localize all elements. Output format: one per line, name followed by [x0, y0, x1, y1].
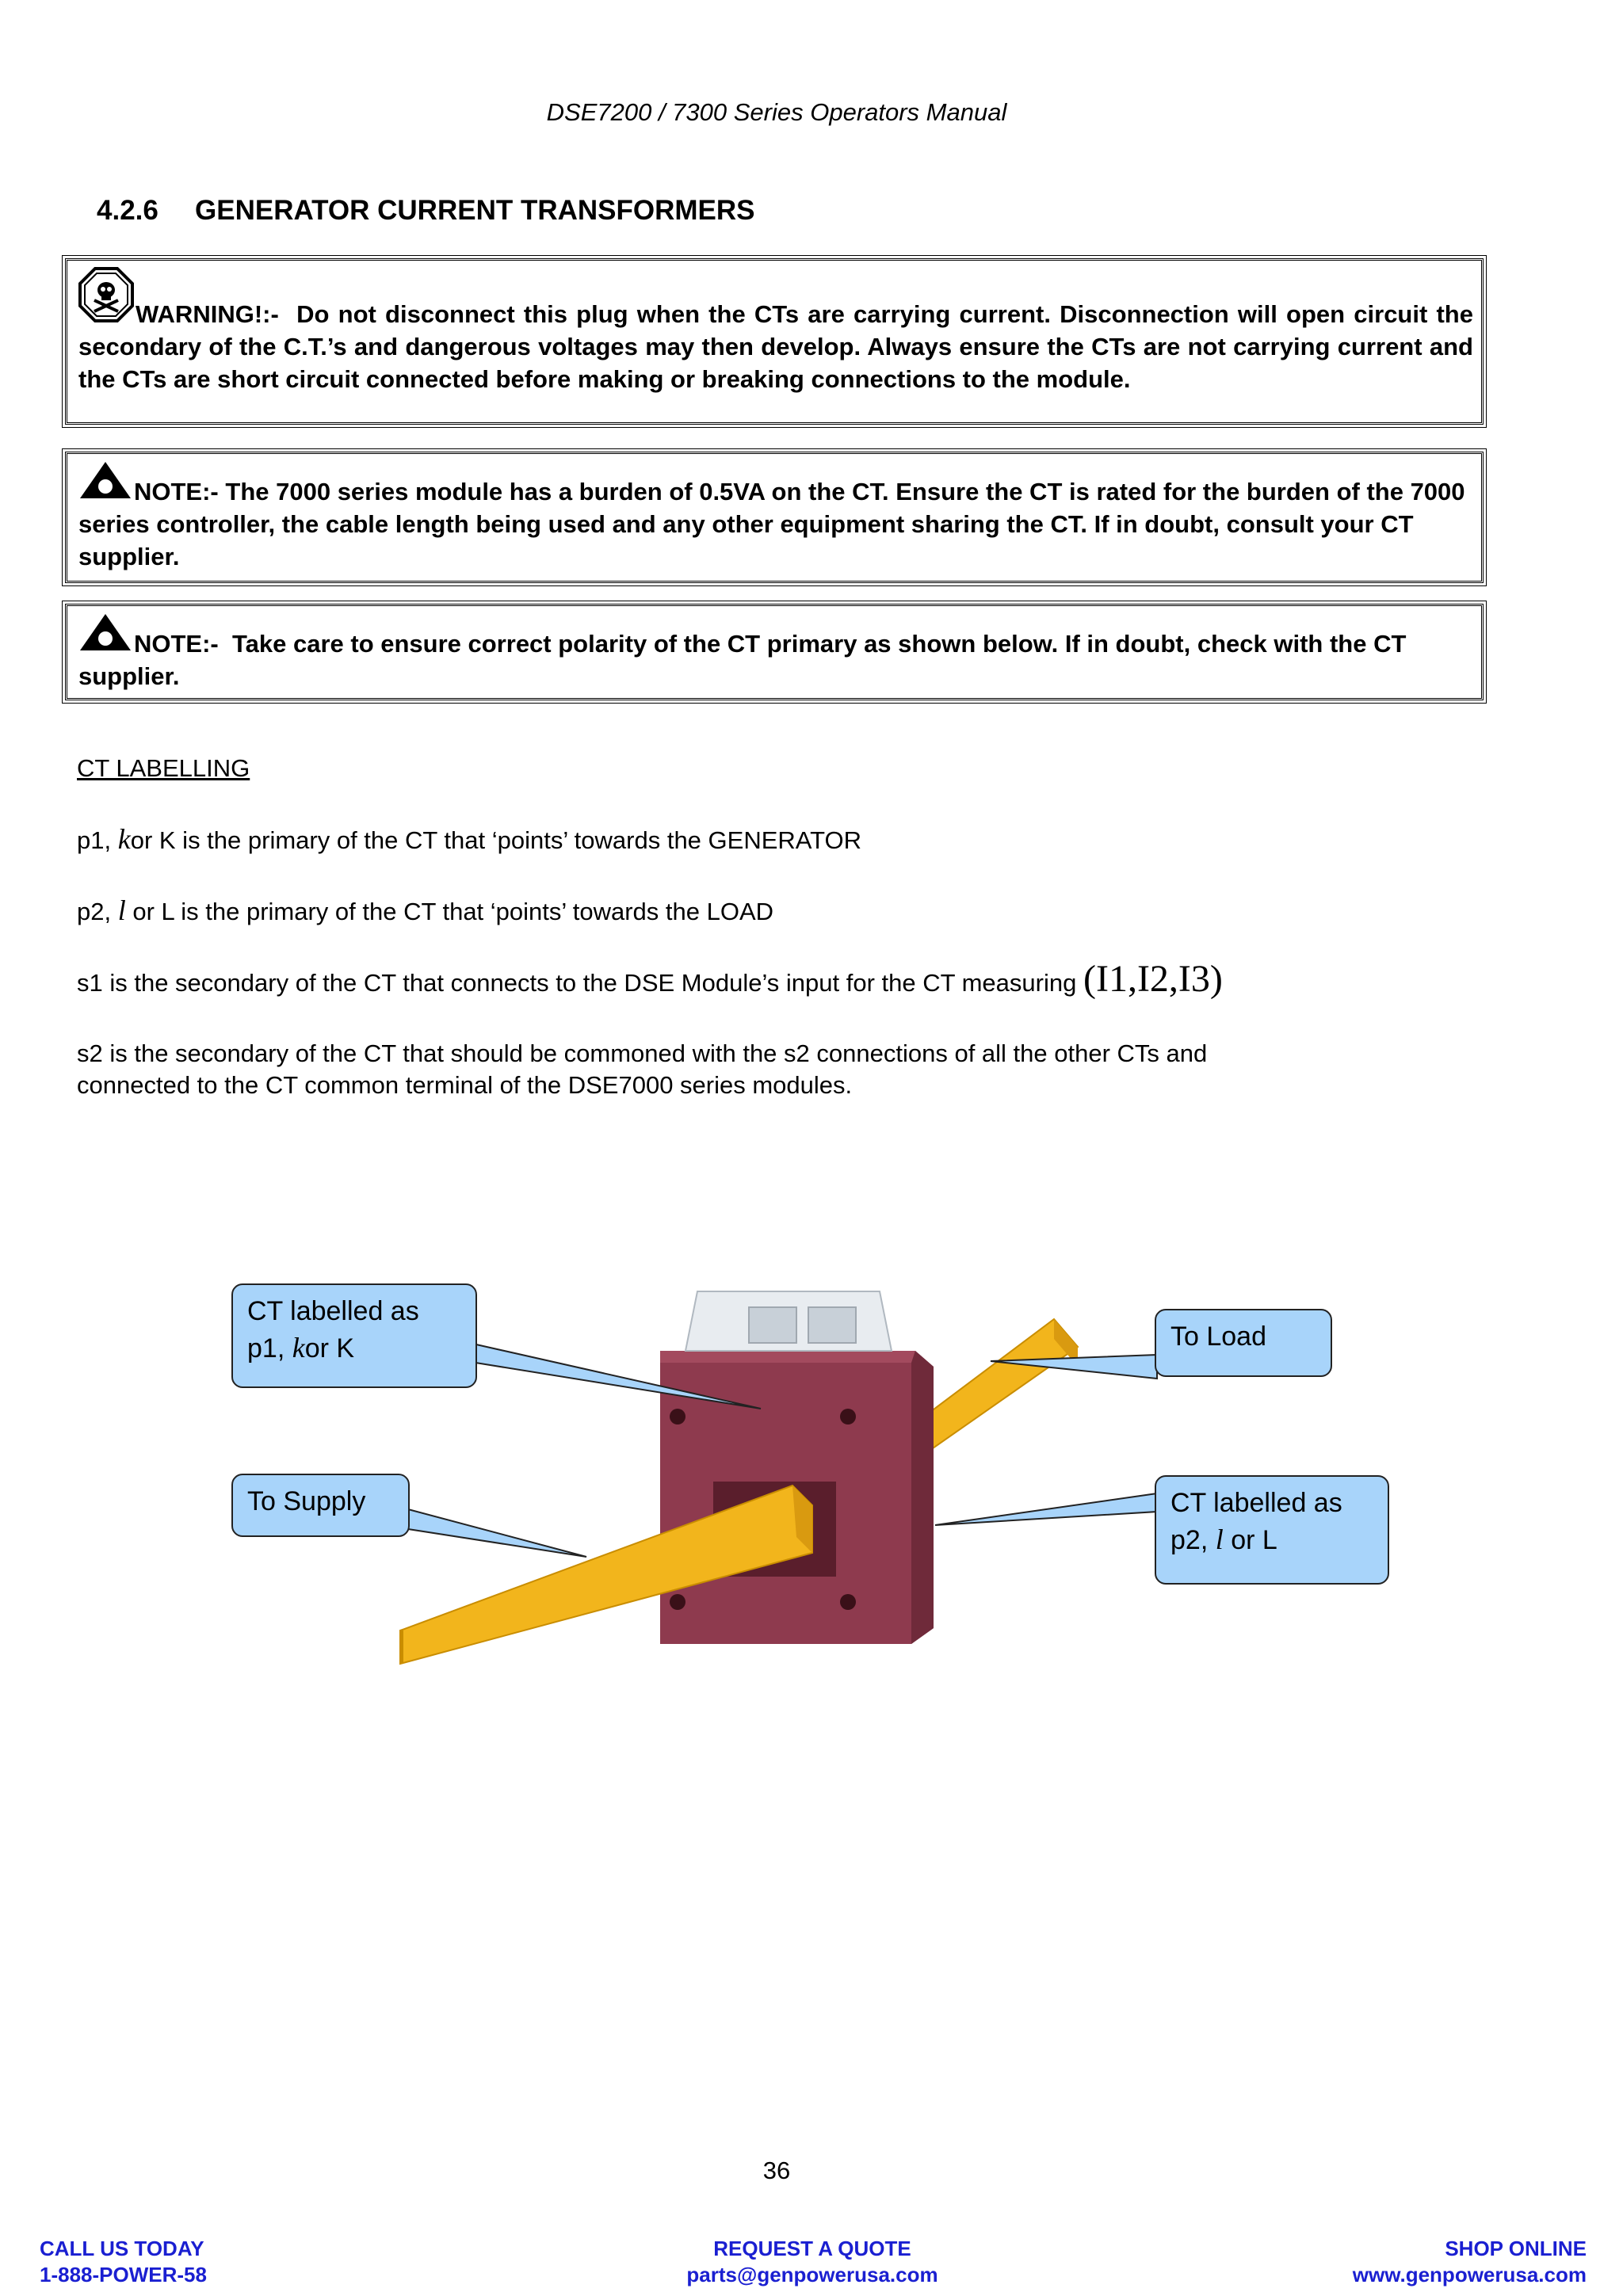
note1-label: NOTE:- [134, 478, 219, 505]
note2-label: NOTE:- [134, 630, 219, 658]
callout-p2-line2 [1170, 1521, 1373, 1558]
page-header-title: DSE7200 / 7300 Series Operators Manual [546, 98, 1007, 126]
footer-quote-label: REQUEST A QUOTE [713, 2237, 911, 2260]
triangle-caution-icon [78, 612, 132, 660]
leader-p1 [469, 1343, 761, 1409]
s1-description [77, 957, 1223, 1001]
leader-load [991, 1355, 1157, 1379]
callout-p2-prefix: p2, [1170, 1525, 1209, 1555]
s2-description [77, 1038, 1207, 1101]
p2-rest: or L is the primary of the CT that ‘points’ towards the LOAD [132, 898, 774, 925]
callout-p2-line1: CT labelled as [1170, 1488, 1342, 1518]
warning-box [65, 258, 1484, 425]
footer-shop[interactable] [1353, 2236, 1587, 2288]
warning-label: WARNING!:- [136, 300, 279, 328]
callout-p1-rest: or K [304, 1333, 355, 1363]
p2-prefix: p2, [77, 898, 112, 925]
s2-line1: s2 is the secondary of the CT that should be commoned with the s2 connections of all the other CTs and [77, 1039, 1208, 1067]
callout-to-supply: To Supply [231, 1474, 410, 1537]
leader-supply [408, 1509, 586, 1557]
footer-call[interactable] [40, 2236, 207, 2288]
note-burden-box [65, 452, 1484, 583]
busbar-supply [400, 1486, 812, 1664]
footer-shop-label: SHOP ONLINE [1445, 2237, 1587, 2260]
ct-labelling-heading: CT LABELLING [77, 754, 250, 782]
p1-script-letter: k [117, 823, 131, 855]
ct-body [660, 1291, 934, 1644]
busbar-load [911, 1319, 1078, 1458]
p1-description [77, 822, 861, 856]
callout-p1-line2 [247, 1329, 461, 1367]
callout-p2 [1155, 1475, 1389, 1585]
footer-website-link[interactable]: www.genpowerusa.com [1352, 2263, 1587, 2286]
callout-p1-script: k [292, 1332, 305, 1363]
p1-rest: or K is the primary of the CT that ‘points’ towards the GENERATOR [130, 826, 862, 854]
callout-p1-line1: CT labelled as [247, 1296, 419, 1326]
note1-text: The 7000 series module has a burden of 0.5VA on the CT. Ensure the CT is rated for the burden of the 7000 series controller, the cable length being used and any other equipment sharing the CT. If in doubt, consult your CT supplier. [78, 478, 1465, 570]
callout-to-load: To Load [1155, 1309, 1332, 1377]
note2-text: Take care to ensure correct polarity of the CT primary as shown below. If in doubt, check with the CT supplier. [78, 630, 1407, 690]
page-number: 36 [762, 2157, 791, 2184]
section-title: GENERATOR CURRENT TRANSFORMERS [195, 195, 755, 226]
leader-p2 [935, 1493, 1157, 1525]
warning-text: Do not disconnect this plug when the CTs are carrying current. Disconnection will open circuit the secondary of the C.T.’s and dangerous voltages may then develop. Always ensure the CTs are not carrying current and the CTs are short circuit connected before making or breaking connections to the module. [78, 300, 1473, 393]
s1-text: s1 is the secondary of the CT that connects to the DSE Module’s input for the CT measuring [77, 969, 1077, 997]
triangle-caution-icon [78, 460, 132, 508]
p1-prefix: p1, [77, 826, 112, 854]
skull-warning-icon [78, 267, 134, 330]
footer-call-label: CALL US TODAY [40, 2237, 204, 2260]
footer-phone-link[interactable]: 1-888-POWER-58 [40, 2263, 207, 2286]
footer-quote[interactable] [610, 2236, 1014, 2288]
p2-description [77, 894, 773, 927]
section-number: 4.2.6 [97, 195, 158, 226]
note-polarity-box [65, 604, 1484, 700]
s2-line2: connected to the CT common terminal of the DSE7000 series modules. [77, 1071, 853, 1099]
callout-p2-script: l [1215, 1524, 1224, 1555]
p2-script-letter: l [117, 894, 126, 926]
callout-p2-rest: or L [1231, 1525, 1277, 1555]
callout-p1-prefix: p1, [247, 1333, 285, 1363]
callout-p1 [231, 1283, 477, 1388]
section-heading [97, 195, 755, 227]
footer-email-link[interactable]: parts@genpowerusa.com [686, 2263, 938, 2286]
s1-inputs: (I1,I2,I3) [1083, 958, 1223, 1000]
